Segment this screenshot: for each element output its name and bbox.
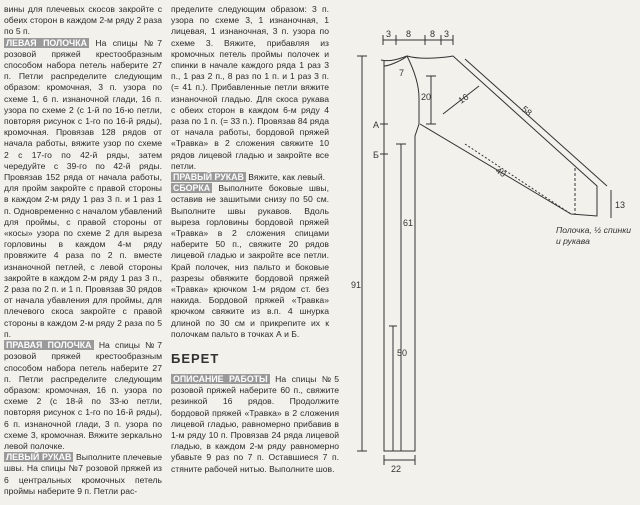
dim-top-3b: 3: [444, 29, 450, 39]
dim-slit-50: 50: [397, 348, 408, 358]
point-a-label: А: [373, 120, 380, 130]
diagram-caption: Полочка, ½ спинки и рукава: [556, 225, 632, 246]
text-column-beret: [171, 374, 339, 475]
paragraph-sleeve-cont: пределите следующим образом: 3 п. узора по схеме 3, 1 изнаночная, 1 лицевая, 1 изнаночная, 3 п. узора по схеме 3. Вяжите, прибавляя из кромочных петель проймы полочек и спинки в начале каждого ряда 1 раз 3 п., 1 раз 2 п., 8 раз по 1 п. и 1 раз 3 п. (= 41 п.). Прибавленные петли вяжите изнаночной гладью. Для скоса рукава с обеих сторон в каждом 6-м ряду 4 раза по 1 п. (= 33 п.). Провязав 84 ряда от начала работы, бордовой пряжей «Травка» в 2 сложения свяжите 10 рядов лицевой гладью и закройте все петли.: [171, 4, 329, 171]
dim-top-8b: 8: [430, 29, 436, 39]
text-right-sleeve: Вяжите, как левый.: [248, 172, 326, 183]
text-right-front: На спицы №7 розовой пряжей крестообразным способом набора петель наберите 27 п. Петли распределите следующим образом: кромочная, 16 п. узора по схеме 2 (с 18-й по 33-ю петли, повторяя рисунок с 1-го по 16-й ряды), 6 п. изнаночной глади, 3 п. узора по схеме 3, кромочная. Вяжите зеркально левой полочке.: [4, 340, 163, 451]
heading-left-front: ЛЕВАЯ ПОЛОЧКА: [6, 37, 87, 48]
dim-top-8a: 8: [406, 29, 412, 39]
body-outline: [381, 56, 419, 451]
heading-left-sleeve: ЛЕВЫЙ РУКАВ: [6, 452, 72, 463]
text-column-2: [171, 4, 329, 340]
dim-total-91: 91: [351, 280, 362, 290]
heading-assembly: СБОРКА: [173, 183, 211, 194]
text-beret: На спицы №5 розовой пряжей наберите 60 п., свяжите резинкой 16 рядов. Продолжите бордовой пряжей «Травка» в 2 сложения лицевой гладью, равномерно прибавив в 1-м ряду 10 п. Провязав 24 ряда лицевой гладью, в каждом 2-м ряду равномерно убавьте 9 раз по 7 п. Оставшиеся 7 п. стяните рабочей нитью. Выполните шов.: [171, 374, 340, 474]
heading-right-front: ПРАВАЯ ПОЛОЧКА: [6, 340, 92, 351]
dim-sleeve-40: 40: [493, 165, 508, 180]
dim-armhole-20: 20: [421, 92, 432, 102]
dim-sleeve-16: 16: [456, 91, 471, 106]
heading-right-sleeve: ПРАВЫЙ РУКАВ: [173, 172, 244, 183]
paragraph-left-sleeve: [4, 452, 162, 497]
pattern-diagram-svg: [345, 26, 637, 476]
dim-bottom-22: 22: [391, 464, 402, 474]
paragraph-right-sleeve: [171, 172, 329, 183]
dim-line-58: [465, 59, 607, 186]
text-column-1: [4, 4, 162, 497]
dim-body-61: 61: [403, 218, 414, 228]
sleeve-outline: [407, 56, 597, 216]
paragraph-left-front: [4, 38, 162, 340]
dim-cuff-13: 13: [615, 200, 626, 210]
text-left-front: На спицы №7 розовой пряжей крестообразным способом набора петель наберите 27 п. Петли распределите следующим образом: кромочная, 3 п. узора по схеме 1, 6 п. изнаночной глади, 16 п. узора по схеме 2 (с 1-й по 16-ю петли, повторяя рисунок с 1-го по 16-й ряды), кромочная. Провязав 128 рядов от начала работы, вяжите узор по схеме 2 с 17-го по 42-й ряды, затем чередуйте с 39-го по 42-й ряды. Провязав 152 ряда от начала работы, для пройм закройте с правой стороны в каждом 2-м ряду 1 раз 3 п. и 1 раз 1 п. Одновременно с началом убавлений для проймы, с правой стороны от «косы» узора по схеме 2 для выреза горловины в каждом 4-м ряду провяжите 4 раза по 2 п. вместе изнаночной петлей, с левой стороны закройте в каждом 2-м ряду 1 раз 3 п., 2 раза по 2 п. и 1 п. Провязав 30 рядов от начала убавления для проймы, для плечевого скоса закройте с правой стороны в каждом 2-м ряду 2 раза по 5 п.: [4, 37, 162, 339]
heading-beret: ОПИСАНИЕ РАБОТЫ: [173, 374, 268, 384]
dim-top-3a: 3: [386, 29, 392, 39]
dim-neck-7: 7: [399, 68, 405, 78]
text-assembly: Выполните боковые швы, оставив не зашитыми снизу по 50 см. Выполните швы рукавов. Вдоль выреза горловины бордовой пряжей «Травка» в 2 сложения спицами наберите 50 п., свяжите 20 рядов лицевой гладью и закройте все петли. Край полочек, низ пальто и боковые разрезы обвяжите бордовой пряжей «Травка» крючком 1-м рядом ст. без накида. Бордовой пряжей «Травка» крючком свяжите из в.п. 4 шнурка длиной по 30 см и прикрепите их к полочкам пальто в точках А и Б.: [171, 183, 330, 339]
point-b-label: Б: [373, 150, 379, 160]
paragraph-assembly: [171, 183, 329, 340]
text-left-sleeve: Выполните плечевые швы. На спицы №7 розовой пряжей из 6 центральных кромочных петель проймы наберите 9 п. Петли рас-: [4, 452, 162, 496]
pattern-diagram: [345, 26, 637, 481]
paragraph-right-front: [4, 340, 162, 452]
paragraph-beret: [171, 374, 339, 475]
dim-line-40: [465, 144, 571, 214]
paragraph-intro: вины для плечевых скосов закройте с обеих сторон в каждом 2-м ряду 2 раза по 5 п.: [4, 4, 162, 37]
beret-title: БЕРЕТ: [171, 351, 220, 366]
dim-sleeve-58: 58: [519, 103, 534, 118]
